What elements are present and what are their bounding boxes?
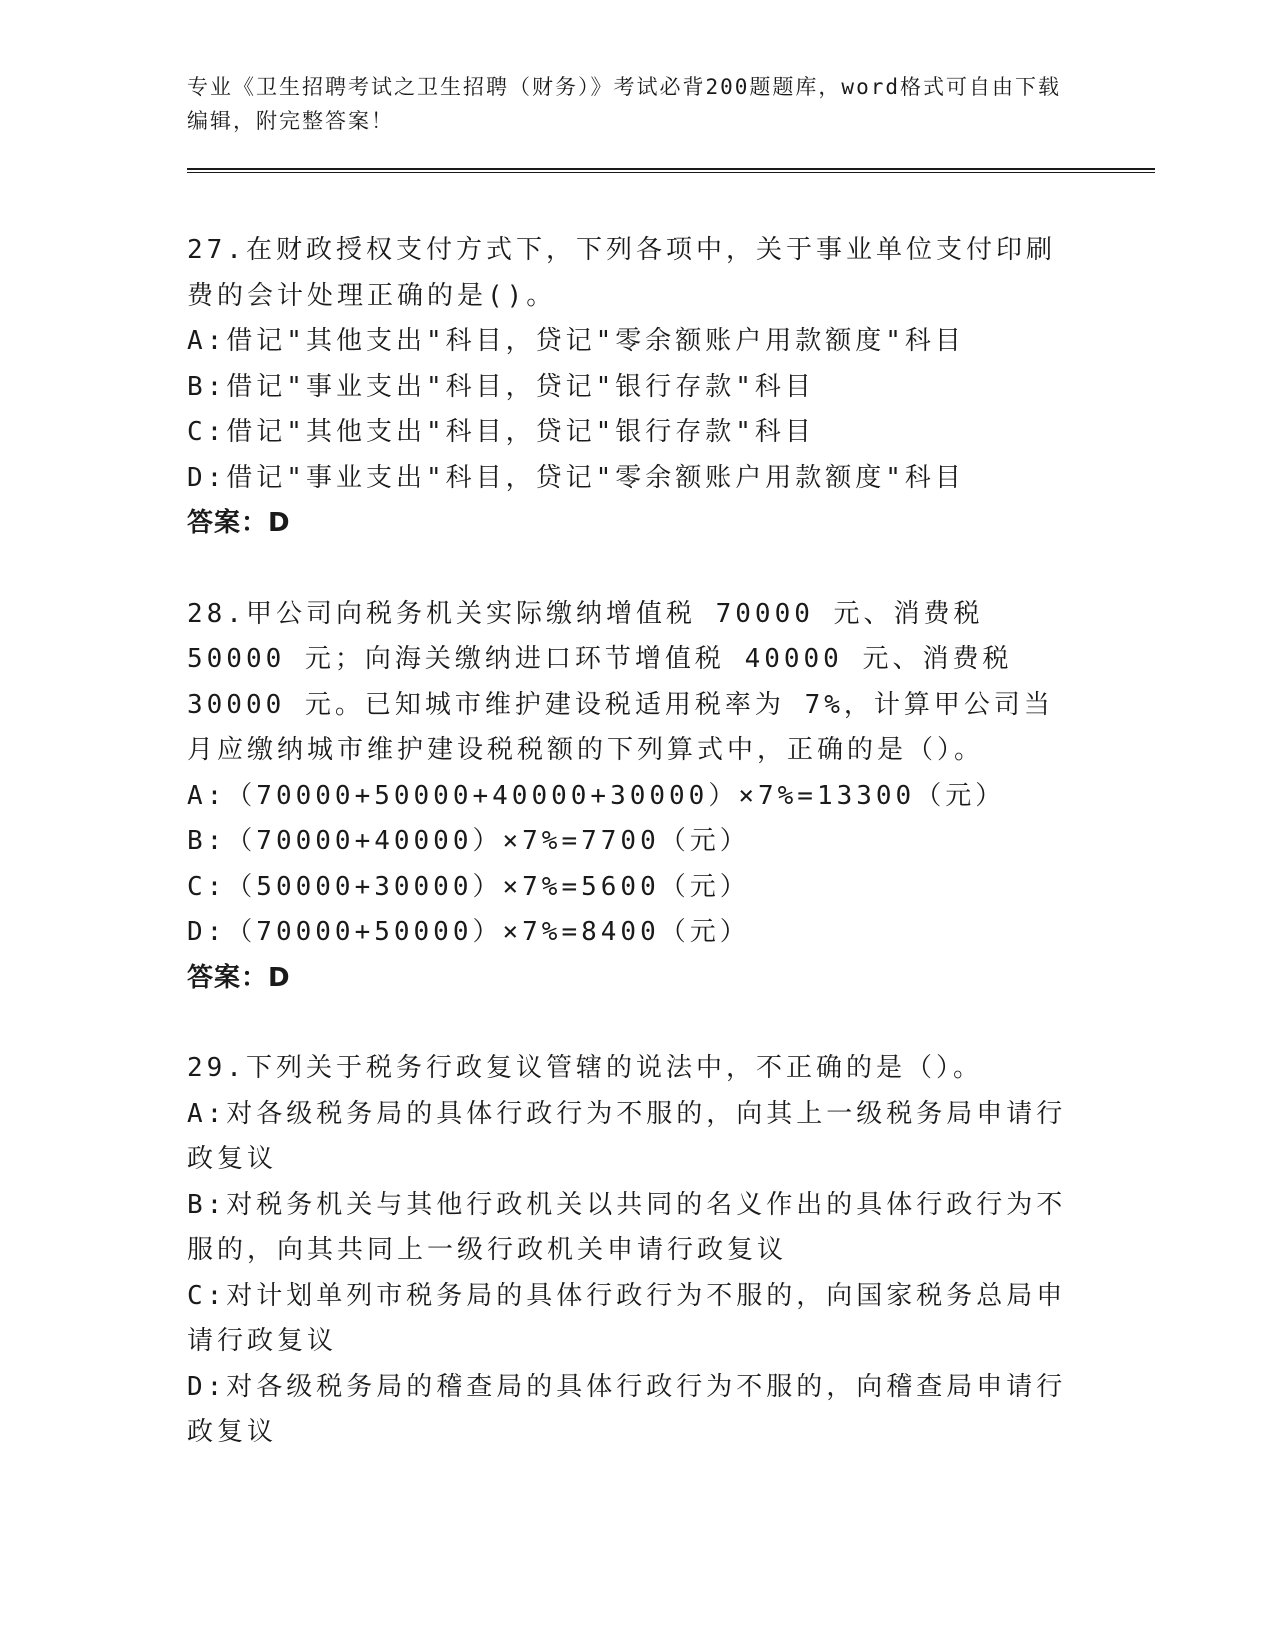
question-29: [187, 1046, 1077, 1456]
question-list: [187, 228, 1157, 1456]
option-c: C:（50000+30000）×7%=5600（元）: [187, 871, 750, 902]
question-stem: 28.甲公司向税务机关实际缴纳增值税 70000 元、消费税 50000 元；向海关缴纳进口环节增值税 40000 元、消费税 30000 元。已知城市维护建设税适用税率为 7%，计算甲公司当月应缴纳城市维护建设税税额的下列算式中，正确的是（）。: [187, 598, 1054, 765]
question-stem: 29.下列关于税务行政复议管辖的说法中，不正确的是（）。: [187, 1053, 983, 1083]
answer-label: 答案：D: [187, 508, 291, 538]
option-a: A:（70000+50000+40000+30000）×7%=13300（元）: [187, 780, 1006, 811]
option-b: B:对税务机关与其他行政机关以共同的名义作出的具体行政行为不服的，向其共同上一级行政机关申请行政复议: [187, 1189, 1067, 1265]
option-a: A:借记"其他支出"科目，贷记"零余额账户用款额度"科目: [187, 326, 965, 356]
question-stem: 27.在财政授权支付方式下，下列各项中，关于事业单位支付印刷费的会计处理正确的是()。: [187, 235, 1056, 311]
option-d: D:对各级税务局的稽查局的具体行政行为不服的，向稽查局申请行政复议: [187, 1371, 1067, 1447]
question-spacer: [187, 1001, 1157, 1046]
question-28: [187, 592, 1077, 1002]
option-d: D:（70000+50000）×7%=8400（元）: [187, 917, 750, 947]
answer-label: 答案：D: [187, 962, 291, 993]
option-a: A:对各级税务局的具体行政行为不服的，向其上一级税务局申请行政复议: [187, 1098, 1067, 1174]
document-page: [187, 70, 1157, 1456]
option-c: C:借记"其他支出"科目，贷记"银行存款"科目: [187, 417, 815, 447]
question-27: [187, 228, 1077, 547]
question-spacer: [187, 547, 1157, 592]
option-c: C:对计划单列市税务局的具体行政行为不服的，向国家税务总局申请行政复议: [187, 1280, 1067, 1356]
option-b: B:（70000+40000）×7%=7700（元）: [187, 826, 750, 856]
option-b: B:借记"事业支出"科目，贷记"银行存款"科目: [187, 371, 815, 402]
document-intro: 专业《卫生招聘考试之卫生招聘（财务）》考试必背200题题库，word格式可自由下载编辑，附完整答案！: [187, 75, 1061, 133]
header-divider: [187, 168, 1155, 173]
option-d: D:借记"事业支出"科目，贷记"零余额账户用款额度"科目: [187, 462, 965, 493]
